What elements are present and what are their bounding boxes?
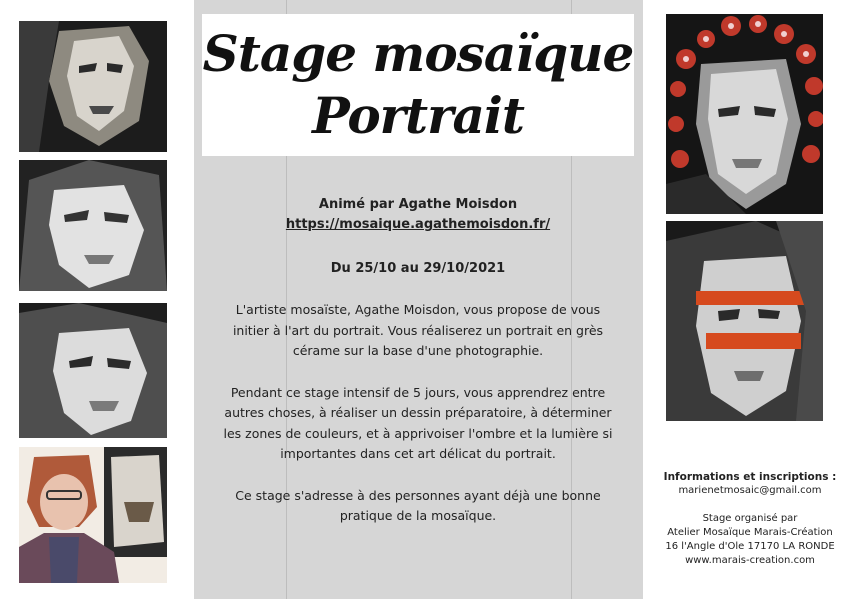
- title-box: [202, 14, 634, 156]
- animator-line: Animé par Agathe Moisdon: [318, 197, 518, 212]
- title-line-1: Stage mosaïque: [202, 24, 634, 83]
- paragraph-2: Pendant ce stage intensif de 5 jours, vous apprendrez entre autres choses, à réaliser un dessin préparatoire, à déterminer les zones de couleurs, et à apprivoiser l'ombre et la lumière si importantes dans cet art délicat du portrait.: [223, 384, 613, 461]
- website-link[interactable]: https://mosaique.agathemoisdon.fr/: [285, 217, 551, 232]
- organizer-address: 16 l'Angle d'Ole 17170 LA RONDE: [665, 541, 835, 552]
- mosaic-portrait-image-1: [19, 21, 167, 152]
- info-heading: Informations et inscriptions :: [663, 471, 837, 483]
- mosaic-portrait-red-stripes-image: [666, 221, 823, 421]
- organizer-name: Atelier Mosaïque Marais-Création: [667, 527, 833, 538]
- mosaic-portrait-image-3: [19, 303, 167, 438]
- organizer-website[interactable]: www.marais-creation.com: [685, 555, 815, 566]
- paragraph-1: L'artiste mosaïste, Agathe Moisdon, vous propose de vous initier à l'art du portrait. Vous réaliserez un portrait en grès cérame sur la base d'une photographie.: [232, 302, 604, 358]
- organizer-label: Stage organisé par: [702, 513, 798, 524]
- dates-line: Du 25/10 au 29/10/2021: [330, 261, 506, 276]
- mosaic-portrait-red-flowers-image: [666, 14, 823, 214]
- paragraph-3: Ce stage s'adresse à des personnes ayant déjà une bonne pratique de la mosaïque.: [235, 487, 601, 523]
- contact-email[interactable]: marienetmosaic@gmail.com: [678, 485, 822, 496]
- info-block: [652, 470, 848, 568]
- title-line-2: Portrait: [312, 86, 524, 145]
- description-block: [222, 195, 614, 527]
- artist-photo: [19, 447, 167, 583]
- mosaic-portrait-image-2: [19, 160, 167, 291]
